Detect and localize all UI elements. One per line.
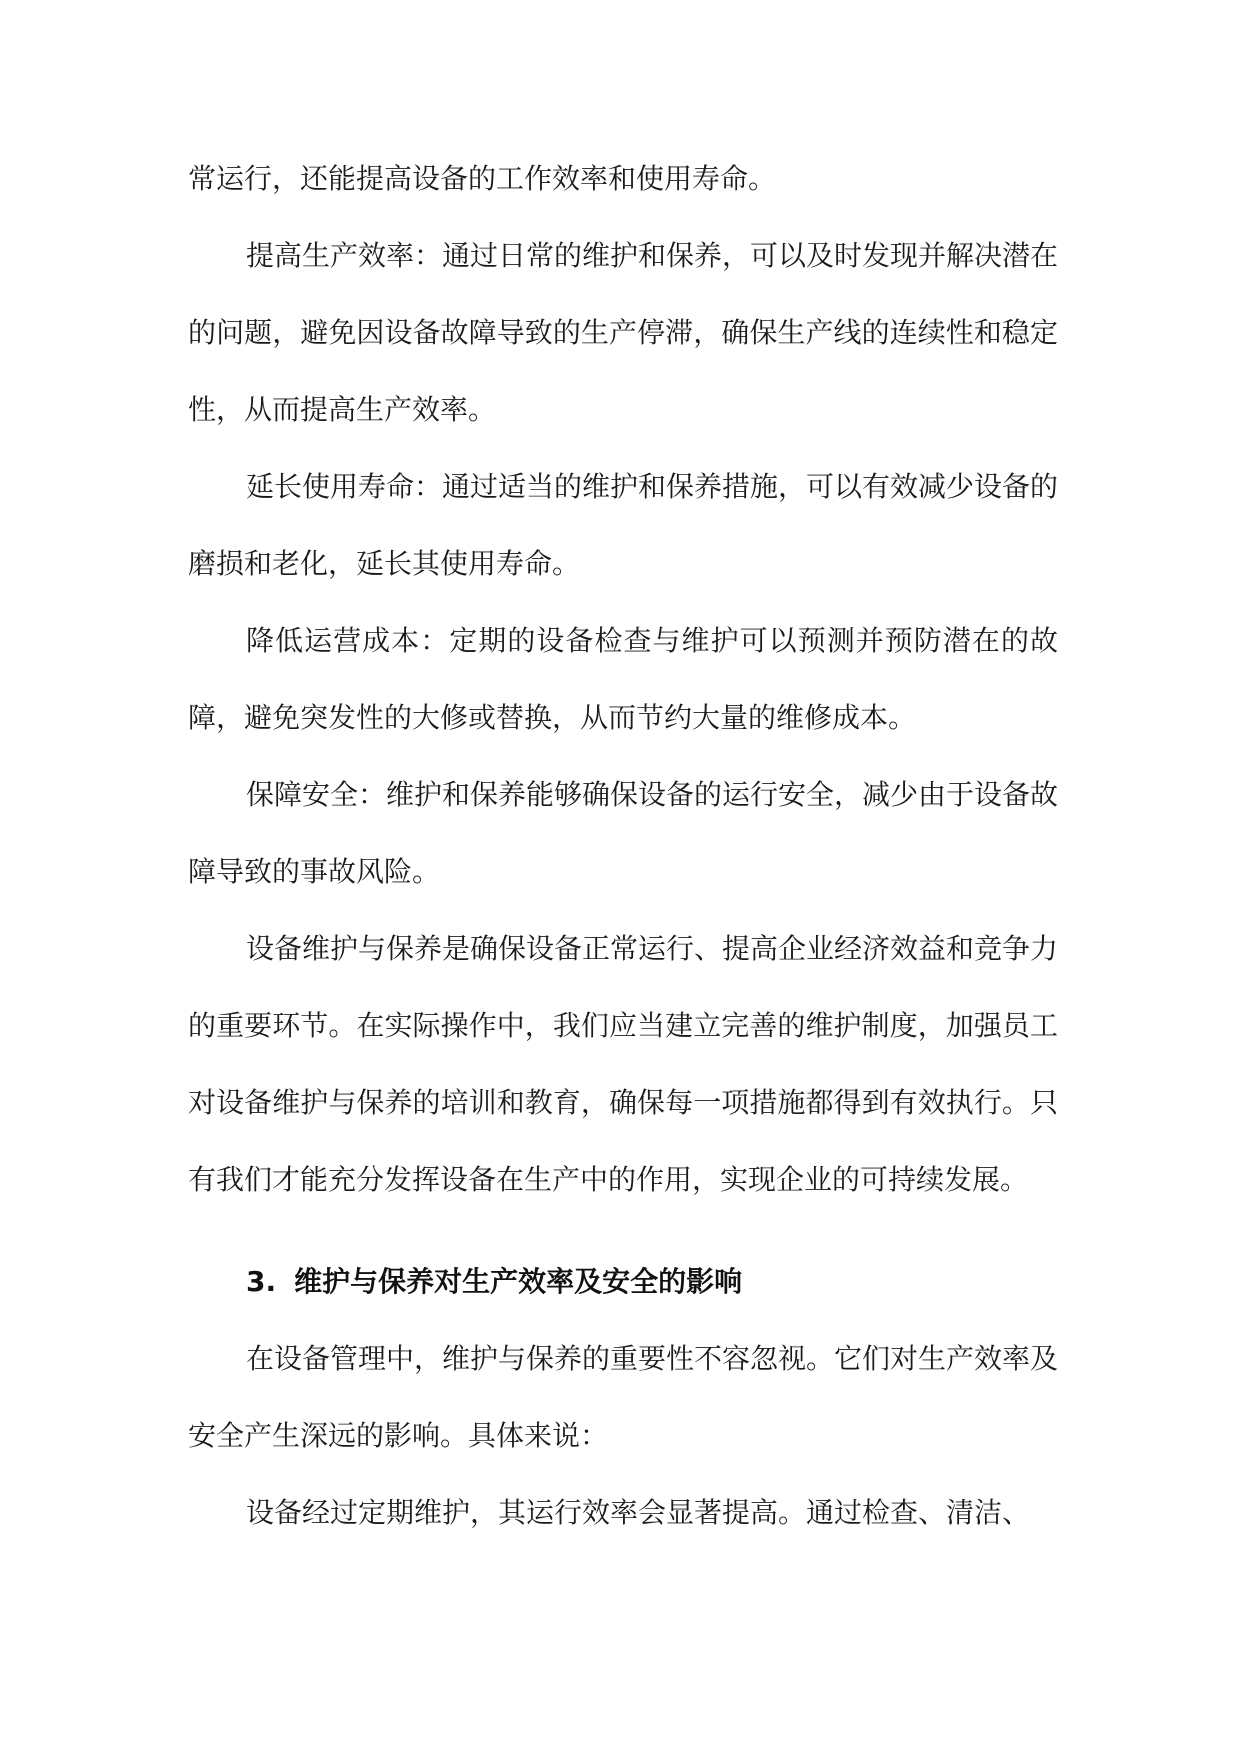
paragraph-summary: 设备维护与保养是确保设备正常运行、提高企业经济效益和竞争力的重要环节。在实际操作中，我们应当建立完善的维护制度，加强员工对设备维护与保养的培训和教育，确保每一项措施都得到有效执行。只有我们才能充分发挥设备在生产中的作用，实现企业的可持续发展。 <box>188 932 1059 1196</box>
paragraph-continuation: 常运行，还能提高设备的工作效率和使用寿命。 <box>188 162 777 195</box>
document-body <box>188 140 1058 1551</box>
section-heading <box>188 1243 1058 1320</box>
section-number: 3. <box>246 1265 277 1298</box>
paragraph-ensure-safety: 保障安全：维护和保养能够确保设备的运行安全，减少由于设备故障导致的事故风险。 <box>188 778 1059 888</box>
paragraph-section-detail: 设备经过定期维护，其运行效率会显著提高。通过检查、清洁、 <box>246 1496 1031 1529</box>
paragraph-improve-efficiency: 提高生产效率：通过日常的维护和保养，可以及时发现并解决潜在的问题，避免因设备故障导致的生产停滞，确保生产线的连续性和稳定性，从而提高生产效率。 <box>188 239 1059 426</box>
paragraph-reduce-cost: 降低运营成本：定期的设备检查与维护可以预测并预防潜在的故障，避免突发性的大修或替换，从而节约大量的维修成本。 <box>188 624 1058 734</box>
paragraph-section-intro: 在设备管理中，维护与保养的重要性不容忽视。它们对生产效率及安全产生深远的影响。具体来说： <box>188 1342 1059 1452</box>
paragraph-extend-lifespan: 延长使用寿命：通过适当的维护和保养措施，可以有效减少设备的磨损和老化，延长其使用寿命。 <box>188 470 1059 580</box>
section-title: 维护与保养对生产效率及安全的影响 <box>294 1265 743 1298</box>
